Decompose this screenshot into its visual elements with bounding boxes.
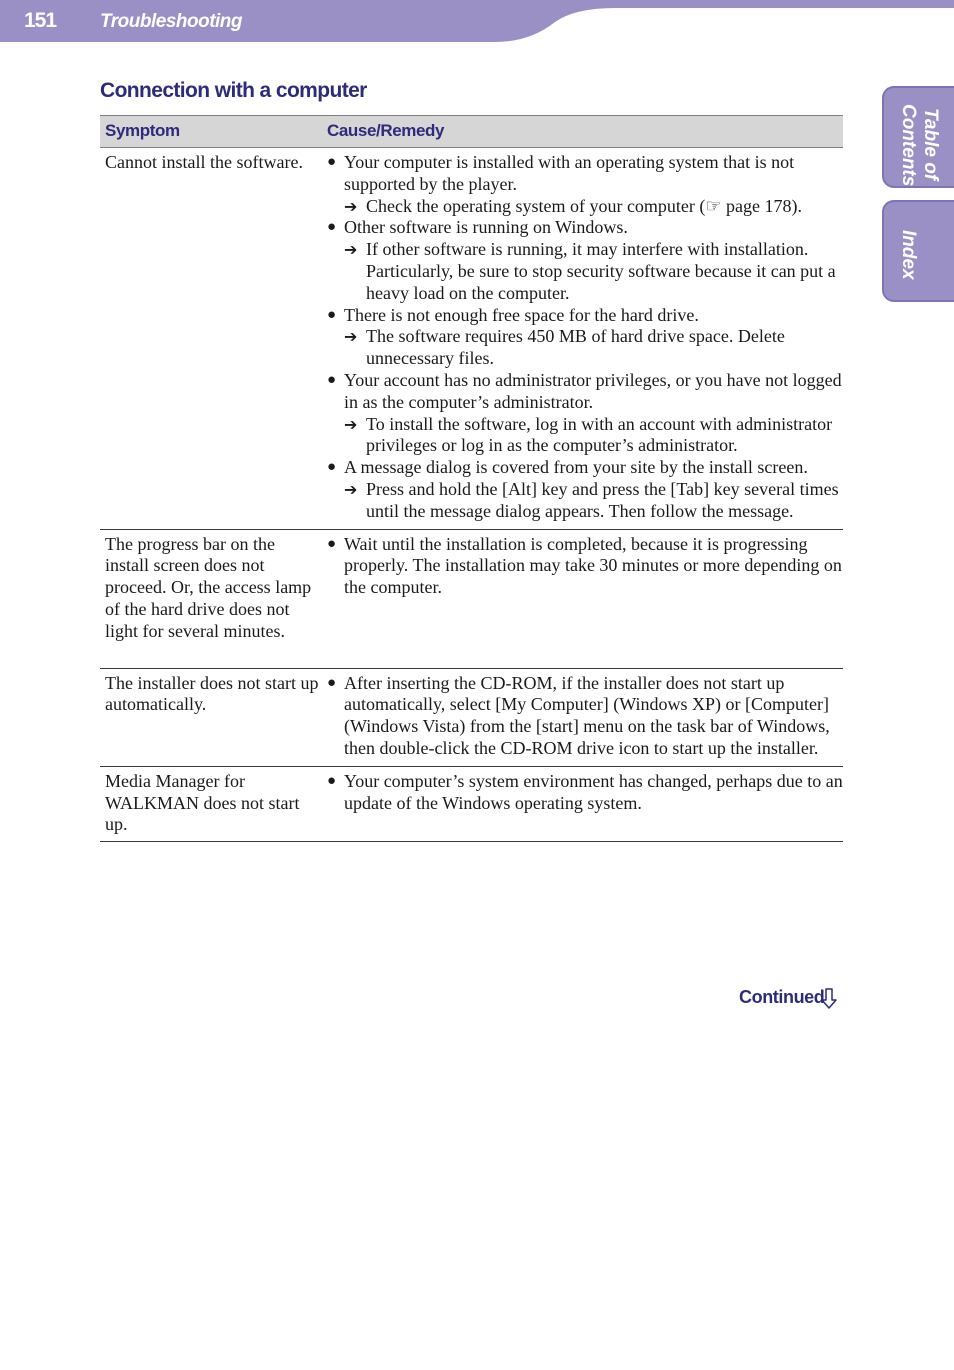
cause-cell	[327, 530, 843, 668]
remedy-text: Press and hold the [Alt] key and press the [Tab] key several times until the message dialog appears. Then follow the message.	[366, 478, 839, 521]
cause-text: Your computer is installed with an operating system that is not supported by the player.	[344, 152, 795, 194]
right-arrow-icon: ➔	[344, 414, 358, 434]
cause-item	[327, 673, 843, 760]
bullet-icon: ●	[327, 306, 337, 323]
remedy-text: To install the software, log in with an account with administrator privileges or log in as the computer’s administrator.	[366, 413, 833, 456]
remedy-text: The software requires 450 MB of hard drive space. Delete unnecessary files.	[366, 326, 785, 369]
symptom-cell: The progress bar on the install screen does not proceed. Or, the access lamp of the hard drive does not light for several minutes.	[105, 533, 312, 641]
table-row	[100, 767, 843, 842]
right-arrow-icon: ➔	[344, 240, 358, 260]
right-arrow-icon: ➔	[344, 479, 358, 499]
bullet-icon: ●	[327, 219, 337, 236]
cause-text: After inserting the CD-ROM, if the installer does not start up automatically, select [My Computer] (Windows XP) or [Computer] (Windows Vista) from the [start] menu on the task bar of Windows, then double-click the CD-ROM drive icon to start up the installer.	[344, 672, 830, 758]
bullet-icon: ●	[327, 772, 337, 789]
header-band	[0, 0, 954, 42]
cause-text: A message dialog is covered from your site by the install screen.	[344, 457, 808, 478]
cause-item	[327, 152, 843, 196]
symptom-cell: Media Manager for WALKMAN does not start up.	[105, 770, 300, 835]
cause-item	[327, 370, 843, 414]
cause-text: Your computer’s system environment has changed, perhaps due to an update of the Windows operating system.	[344, 770, 843, 813]
right-arrow-icon: ➔	[344, 327, 358, 347]
bullet-icon: ●	[327, 535, 337, 552]
cause-cell	[327, 669, 843, 766]
page-heading: Connection with a computer	[100, 79, 367, 102]
remedy-text: Check the operating system of your computer (☞ page 178).	[366, 195, 803, 216]
cause-item	[327, 457, 843, 479]
remedy-item	[327, 196, 843, 218]
remedy-text: If other software is running, it may interfere with installation. Particularly, be sure to stop security software because it can put a heavy load on the computer.	[366, 239, 836, 303]
symptom-cell: Cannot install the software.	[105, 152, 303, 172]
table-row	[100, 148, 843, 530]
page-number: 151	[24, 9, 57, 32]
cause-text: There is not enough free space for the hard drive.	[344, 304, 699, 325]
tab-table-of-contents[interactable]	[882, 86, 954, 188]
column-header-cause: Cause/Remedy	[327, 121, 445, 140]
tab-toc-label-line1: Table of	[920, 108, 941, 181]
bullet-icon: ●	[327, 371, 337, 388]
cause-item	[327, 217, 843, 239]
right-arrow-icon: ➔	[344, 196, 358, 216]
remedy-item	[327, 479, 843, 523]
continued-label: Continued	[739, 987, 825, 1007]
cause-text: Other software is running on Windows.	[344, 217, 628, 238]
tab-index[interactable]	[882, 200, 954, 302]
table-row	[100, 530, 843, 669]
down-arrow-icon	[820, 987, 838, 1011]
column-header-symptom: Symptom	[105, 121, 180, 140]
table-row	[100, 669, 843, 767]
table-header	[100, 115, 843, 148]
cause-item	[327, 771, 843, 815]
cause-item	[327, 305, 843, 327]
remedy-item	[327, 326, 843, 370]
cause-cell	[327, 767, 843, 841]
section-title[interactable]: Troubleshooting	[100, 11, 243, 32]
tab-index-label: Index	[898, 230, 919, 280]
remedy-item	[327, 239, 843, 304]
bullet-icon: ●	[327, 674, 337, 691]
remedy-item	[327, 414, 843, 458]
cause-item	[327, 534, 843, 599]
tab-toc-label-line2: Contents	[898, 104, 919, 187]
cause-text: Wait until the installation is completed, because it is progressing properly. The installation may take 30 minutes or more depending on the computer.	[344, 533, 842, 598]
bullet-icon: ●	[327, 154, 337, 170]
bullet-icon: ●	[327, 459, 337, 476]
symptom-cell: The installer does not start up automatically.	[105, 672, 319, 715]
cause-cell	[327, 148, 843, 529]
troubleshooting-table	[100, 115, 843, 842]
cause-text: Your account has no administrator privileges, or you have not logged in as the computer’s administrator.	[344, 369, 842, 412]
